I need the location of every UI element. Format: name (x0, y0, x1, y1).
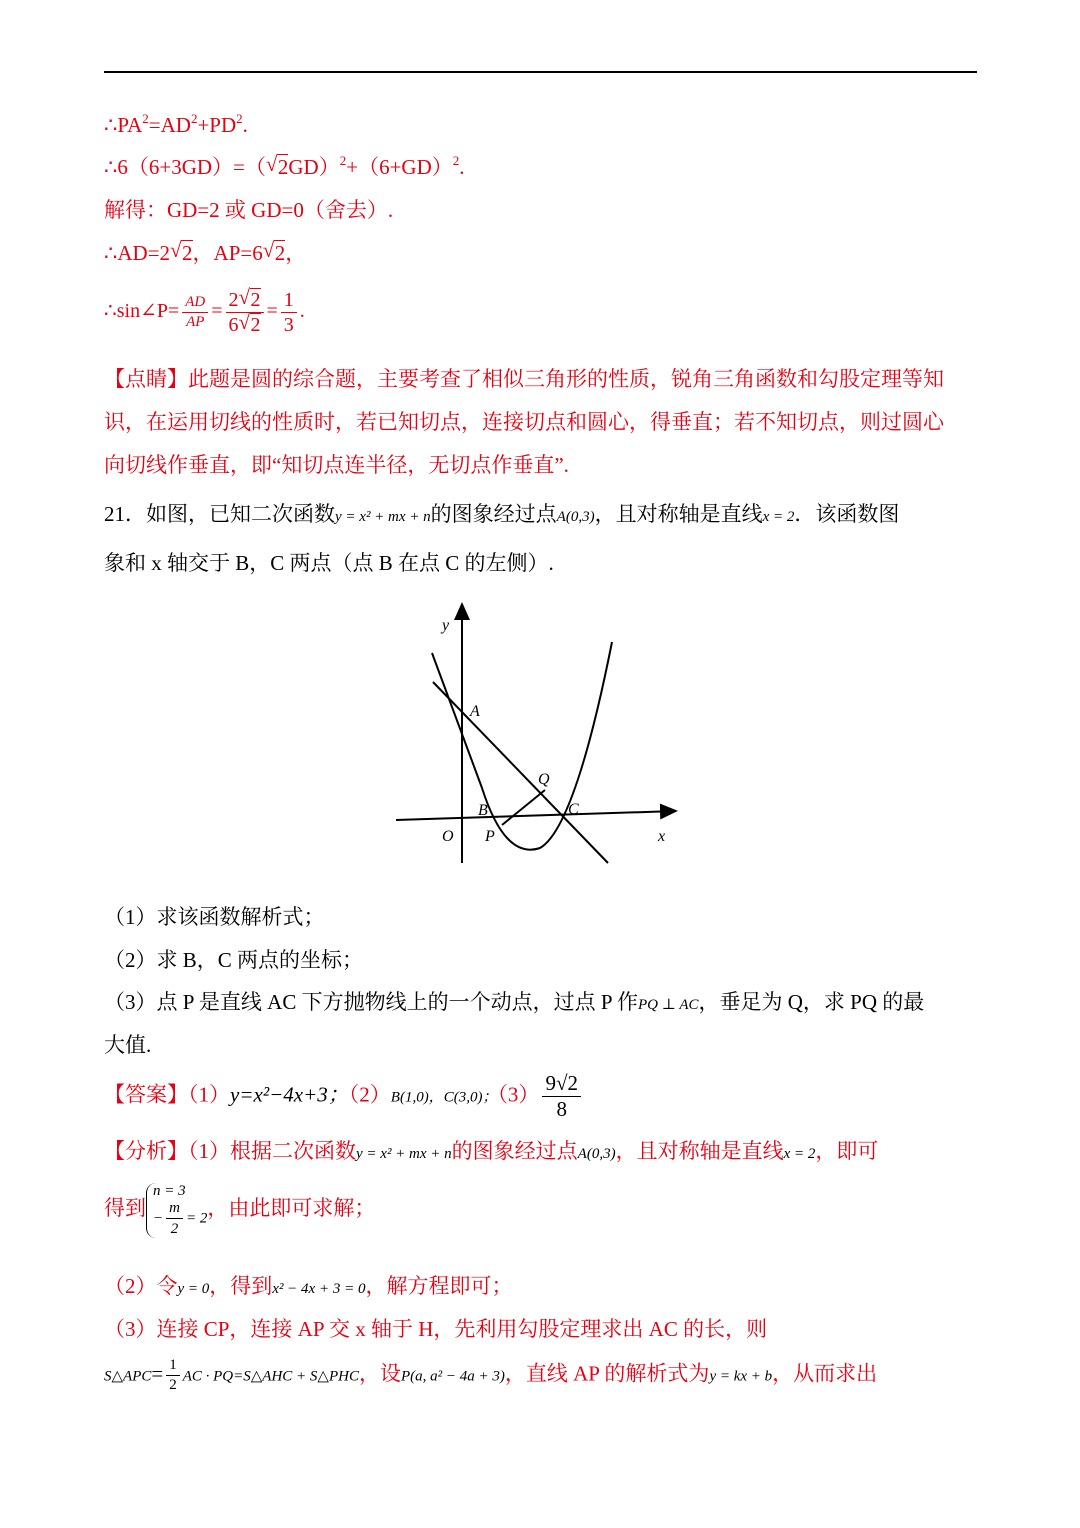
label-a: A (470, 703, 480, 720)
answer-tag: 【答案】 (104, 1082, 188, 1107)
label-p: P (485, 828, 495, 845)
label-b: B (478, 802, 488, 819)
question-part-1: （1）求该函数解析式； (104, 905, 325, 929)
question-part-3-cont: 大值. (104, 1033, 152, 1057)
equation-system: n = 3 − $\frac{m}{2}$ = 2 (146, 1183, 207, 1238)
analysis-line-2: 得到 n = 3 − $\frac{m}{2}$ = 2 ，由此即可求解； (104, 1183, 376, 1237)
analysis-tag: 【分析】 (104, 1139, 188, 1163)
analysis-line-3: （2）令y = 0，得到x² − 4x + 3 = 0，解方程即可； (104, 1274, 513, 1298)
analysis-line-4: （3）连接 CP，连接 AP 交 x 轴于 H，先利用勾股定理求出 AC 的长，则 (104, 1317, 768, 1341)
x-axis (396, 811, 676, 820)
solution-line-4: ∴AD=2 √ 2，AP=6 √ 2， (104, 238, 307, 265)
parabola-figure (390, 598, 690, 873)
question-stem-line-1: 21．如图，已知二次函数y = x² + mx + n的图象经过点A(0,3)，且对称轴是直线x = 2．该函数图 (104, 502, 900, 526)
solution-line-2: ∴6（6+3GD）=（ √ $2GD)^2+(6+GD)^2$. (104, 152, 465, 179)
label-y: y (442, 617, 450, 634)
label-q: Q (538, 771, 550, 788)
line-ac (433, 682, 608, 863)
label-c: C (568, 801, 579, 818)
segment-pq (502, 790, 545, 825)
solution-line-3: 解得：GD=2 或 GD=0（舍去）. (104, 198, 394, 222)
label-x: x (658, 828, 666, 845)
dianjing-tag: 【点睛】 (104, 367, 188, 391)
analysis-line-1: 【分析】（1）根据二次函数y = x² + mx + n的图象经过点A(0,3)，且对称轴是直线x = 2，即可 (104, 1139, 879, 1163)
question-part-2: （2）求 B，C 两点的坐标； (104, 948, 364, 972)
solution-line-5: ∴sin∠P= $\frac{AD}{AP}$ = 2 √ 2 6 √ 2 = $\frac{1}{3}$ . (104, 285, 305, 336)
dianjing-line-2: 识，在运用切线的性质时，若已知切点，连接切点和圆心，得垂直；若不知切点，则过圆心 (104, 410, 944, 434)
label-o: O (442, 828, 454, 845)
question-part-3: （3）点 P 是直线 AC 下方抛物线上的一个动点，过点 P 作PQ ⊥ AC，垂足为 Q，求 PQ 的最 (104, 990, 925, 1014)
analysis-line-5: S△APC= $\frac{1}{2}$ AC · PQ=S△AHC + S△PHC，设P(a, a² − 4a + 3)，直线 AP 的解析式为y = kx + b，从而求出 (104, 1357, 878, 1393)
question-stem-line-2: 象和 x 轴交于 B，C 两点（点 B 在点 C 的左侧）. (104, 551, 554, 575)
dianjing-line-1: 【点睛】此题是圆的综合题，主要考查了相似三角形的性质，锐角三角函数和勾股定理等知 (104, 367, 944, 391)
answer-line: 【答案】（1）y=x²−4x+3；（2）B(1,0)，C(3,0)；（3） $\frac{9√2}{8}$ (104, 1073, 584, 1120)
solution-line-1: $\therefore PA^2=AD^2+PD^2$. (104, 111, 248, 137)
header-rule (104, 71, 977, 73)
dianjing-line-3: 向切线作垂直，即“知切点连半径，无切点作垂直”. (104, 453, 569, 477)
